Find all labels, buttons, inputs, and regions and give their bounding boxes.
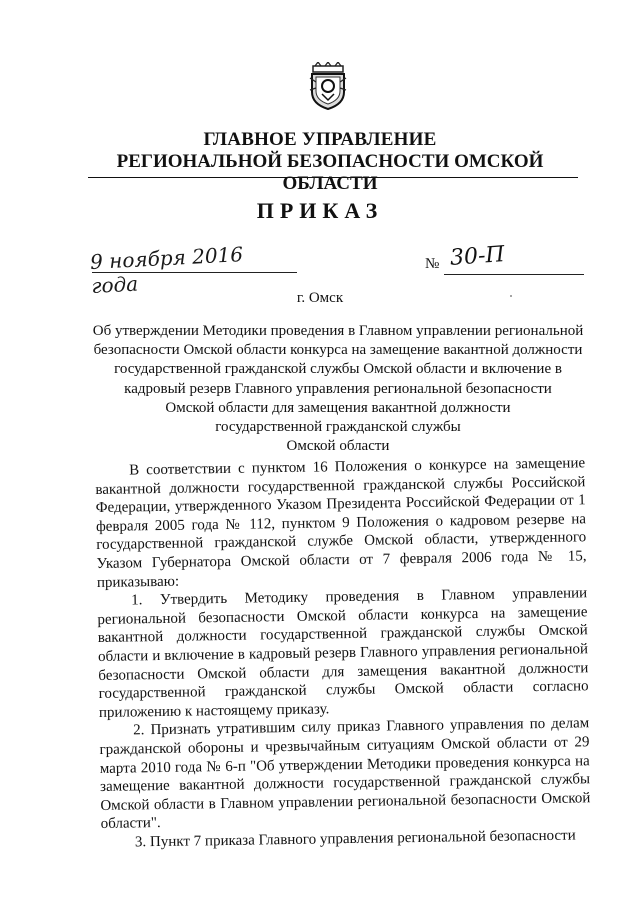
title-line: Об утверждении Методики проведения в Главном управлении региональной [92, 323, 584, 339]
title-line: государственной гражданской службы [215, 419, 461, 436]
number-underline [444, 274, 584, 275]
organization-name-line1: ГЛАВНОЕ УПРАВЛЕНИЕ [203, 129, 437, 150]
document-type-heading: ПРИКАЗ [256, 198, 384, 223]
omsk-coat-of-arms-icon [308, 62, 348, 110]
organization-name-line2: РЕГИОНАЛЬНОЙ БЕЗОПАСНОСТИ ОМСКОЙ ОБЛАСТИ [116, 151, 544, 194]
title-line: Омской области [286, 438, 390, 455]
handwritten-order-number: 30-П [449, 242, 506, 271]
title-line: государственной гражданской службы Омской области и включение в [114, 361, 562, 378]
title-line: безопасности Омской области конкурса на замещение вакантной должности [93, 342, 583, 359]
city: г. Омск [296, 290, 344, 306]
clause-1: 1. Утвердить Методику проведения в Главном управлении региональной безопасности Омской области конкурса на замещение вакантной должности государственной гражданской службы Омской области и включение в кадровый резерв Главного управления региональной безопасности Омской области для замещения вакантной должности государственной гражданской службы Омской области согласно приложению к настоящему приказу. [97, 585, 589, 721]
order-title [88, 322, 588, 456]
clause-2: 2. Признать утратившим силу приказ Главного управления по делам гражданской обороны и чрезвычайным ситуациям Омской области от 29 марта 2010 года № 6-п "Об утверждении Методики проведения конкурса на замещение вакантной должности государственной гражданской службы Омской области в Главном управлении региональной безопасности Омской области". [99, 715, 591, 833]
number-label: № [425, 256, 440, 272]
title-line: кадровый резерв Главного управления региональной безопасности [124, 380, 552, 397]
preamble-paragraph: В соответствии с пунктом 16 Положения о конкурсе на замещение вакантной должности государственной гражданской службы Российской Федерации, утвержденного Указом Президента Российской Федерации от 1 февраля 2005 года № 112, пунктом 9 Положения о кадровом резерве на государственной гражданской службе Омской области, утвержденного Указом Губернатора Омской области от 7 февраля 2006 года № 15, приказываю: [95, 455, 587, 591]
title-line: Омской области для замещения вакантной должности [165, 399, 511, 416]
clause-3: 3. Пункт 7 приказа Главного управления региональной безопасности [134, 827, 576, 851]
date-underline [92, 272, 297, 273]
order-body [95, 454, 591, 852]
handwritten-date: 9 ноября 2016 года [89, 242, 244, 298]
organization-underline [88, 177, 578, 178]
